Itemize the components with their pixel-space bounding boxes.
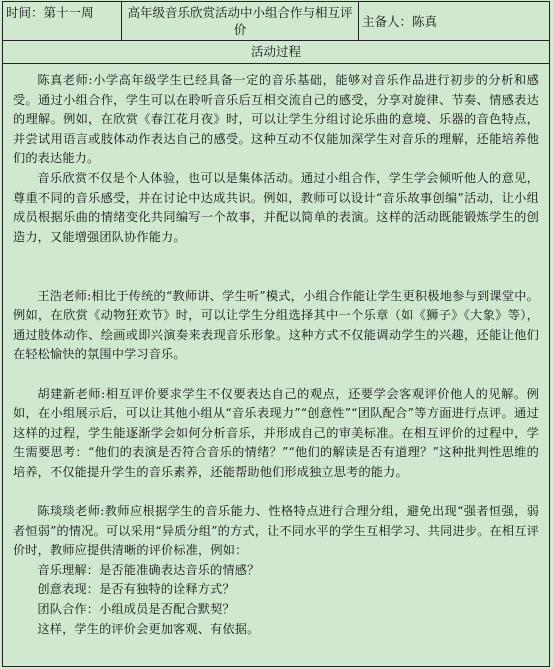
host-value: 陈真 — [412, 13, 438, 29]
topic-cell: 高年级音乐欣赏活动中小组合作与相互评价 — [122, 2, 359, 40]
criteria-list — [13, 561, 539, 620]
paragraph-chen-1: 陈真老师:小学高年级学生已经具备一定的音乐基础，能够对音乐作品进行初步的分析和感受。通过小组合作，学生可以在聆听音乐后互相交流自己的感受，分享对旋律、节奏、情感表达的理解。例如，在欣赏《春江花月夜》时，可以让学生分组讨论乐曲的意境、乐器的音色特点，并尝试用语言或肢体动作表达自己的感受。这种互动不仅能加深学生对音乐的理解，还能培养他们的表达能力。 — [13, 73, 539, 166]
paragraph-chen-yan: 陈琰琰老师:教师应根据学生的音乐能力、性格特点进行合理分组，避免出现“强者恒强，弱者恒弱”的情况。可以采用“异质分组”的方式，让不同水平的学生互相学习、共同进步。在相互评价时，教师应提供清晰的评价标准，例如： — [13, 504, 539, 558]
section-title: 活动过程 — [3, 41, 549, 64]
criteria-item: 音乐理解：是否能准确表达音乐的情感？ — [37, 562, 260, 577]
lesson-plan-sheet — [2, 1, 550, 667]
header-row — [3, 2, 549, 41]
activity-content — [3, 64, 549, 639]
paragraph-hu: 胡建新老师:相互评价要求学生不仅要表达自己的观点，还要学会客观评价他人的见解。例如，在小组展示后，可以让其他小组从“音乐表现力”“创意性”“团队配合”等方面进行点评。通过这样的过程，学生能逐渐学会如何分析音乐，并形成自己的审美标准。在相互评价的过程中，学生需要思考：“他们的表演是否符合音乐的情绪？”“他们的解读是否有道理？”这种批判性思维的培养，不仅能提升学生的音乐素养，还能帮助他们形成独立思考的能力。 — [13, 386, 539, 479]
criteria-item: 创意表现：是否有独特的诠释方式？ — [37, 582, 235, 597]
closing-line: 这样，学生的评价会更加客观、有依据。 — [37, 621, 260, 636]
paragraph-wang: 王浩老师:相比于传统的“教师讲、学生听”模式，小组合作能让学生更积极地参与到课堂中。例如，在欣赏《动物狂欢节》时，可以让学生分组选择其中一个乐章（如《狮子》《大象》等），通过肢体动作、绘画或即兴演奏来表现音乐形象。这种方式不仅能调动学生的兴趣，还能让他们在轻松愉快的氛围中学习音乐。 — [13, 288, 539, 362]
time-cell — [3, 2, 122, 40]
host-label: 主备人： — [362, 13, 413, 29]
paragraph-chen-2: 音乐欣赏不仅是个人体验，也可以是集体活动。通过小组合作，学生学会倾听他人的意见，尊重不同的音乐感受，并在讨论中达成共识。例如，教师可以设计“音乐故事创编”活动，让小组成员根据乐曲的情绪变化共同编写一个故事，并配以简单的表演。这样的活动既能锻炼学生的创造力，又能增强团队协作能力。 — [13, 170, 539, 244]
host-cell — [359, 2, 549, 40]
time-value: 第十一周 — [43, 5, 94, 20]
criteria-item: 团队合作：小组成员是否配合默契？ — [37, 602, 235, 617]
time-label: 时间： — [6, 5, 44, 20]
